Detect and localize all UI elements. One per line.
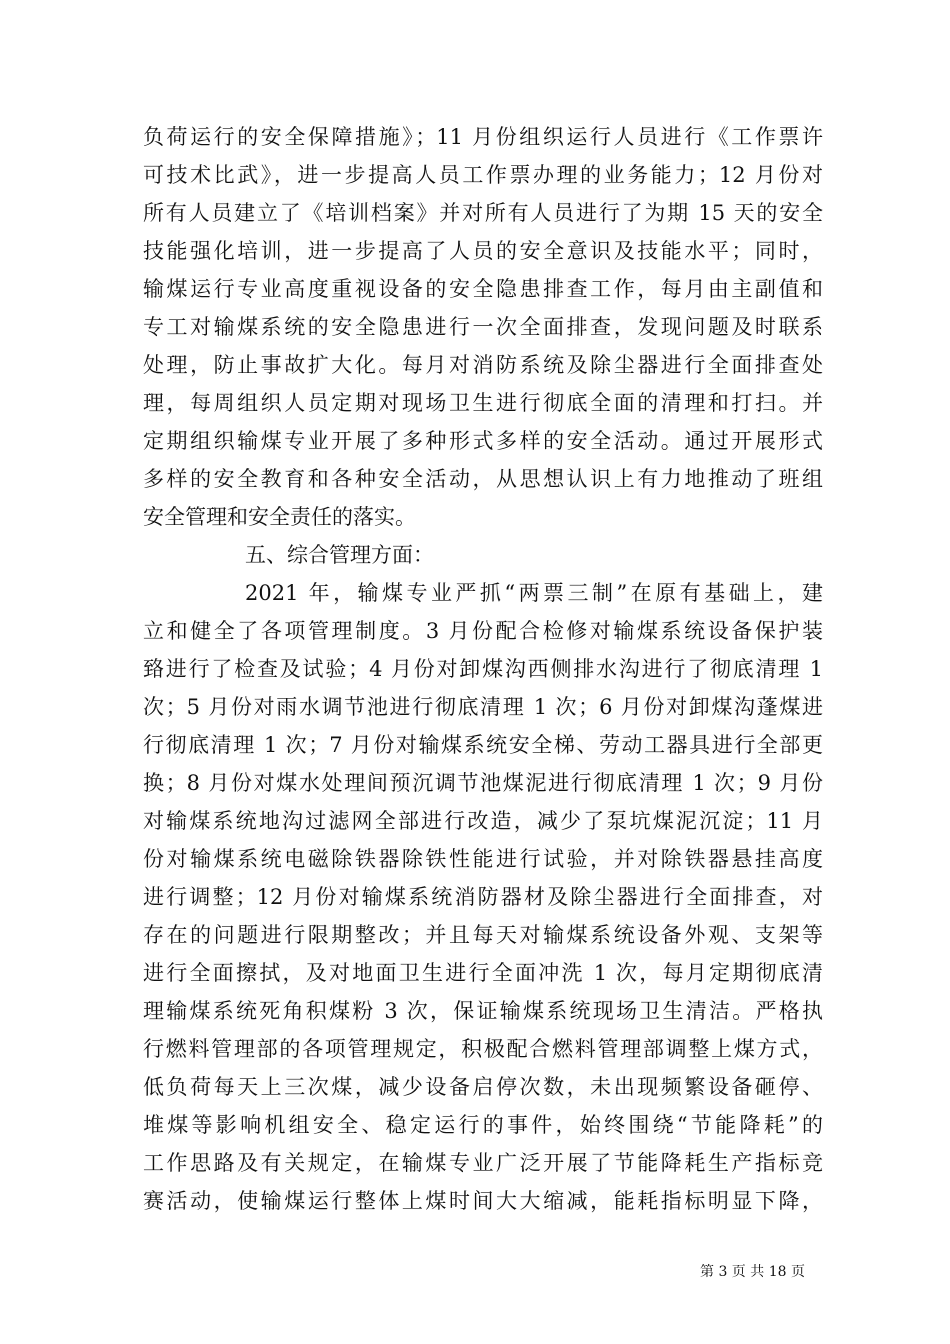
text-line: 进行调整；12 月份对输煤系统消防器材及除尘器进行全面排查，对 <box>143 885 823 909</box>
section-heading: 五、综合管理方面： <box>245 543 434 567</box>
text-line: 对输煤系统地沟过滤网全部进行改造，减少了泵坑煤泥沉淀；11 月 <box>143 809 823 833</box>
text-line: 处理，防止事故扩大化。每月对消防系统及除尘器进行全面排查处 <box>143 353 823 377</box>
text-line: 可技术比武》，进一步提高人员工作票办理的业务能力；12 月份对 <box>143 163 823 187</box>
text-line: 专工对输煤系统的安全隐患进行一次全面排查，发现问题及时联系 <box>143 315 823 339</box>
text-line: 技能强化培训，进一步提高了人员的安全意识及技能水平；同时， <box>143 239 823 263</box>
text-line: 换；8 月份对煤水处理间预沉调节池煤泥进行彻底清理 1 次；9 月份 <box>143 771 823 795</box>
text-line: 行燃料管理部的各项管理规定，积极配合燃料管理部调整上煤方式， <box>143 1037 823 1061</box>
text-line: 堆煤等影响机组安全、稳定运行的事件，始终围绕“节能降耗”的 <box>143 1113 823 1137</box>
text-line: 份对输煤系统电磁除铁器除铁性能进行试验，并对除铁器悬挂高度 <box>143 847 823 871</box>
text-line: 臵进行了检查及试验；4 月份对卸煤沟西侧排水沟进行了彻底清理 1 <box>143 657 823 681</box>
page-number-footer: 第 3 页 共 18 页 <box>700 1264 805 1280</box>
text-line: 立和健全了各项管理制度。3 月份配合检修对输煤系统设备保护装 <box>143 619 823 643</box>
text-line: 多样的安全教育和各种安全活动，从思想认识上有力地推动了班组 <box>143 467 823 491</box>
text-line: 工作思路及有关规定，在输煤专业广泛开展了节能降耗生产指标竞 <box>143 1151 823 1175</box>
text-line: 理，每周组织人员定期对现场卫生进行彻底全面的清理和打扫。并 <box>143 391 823 415</box>
text-line: 存在的问题进行限期整改；并且每天对输煤系统设备外观、支架等 <box>143 923 823 947</box>
text-line: 次；5 月份对雨水调节池进行彻底清理 1 次；6 月份对卸煤沟蓬煤进 <box>143 695 823 719</box>
text-line: 理输煤系统死角积煤粉 3 次，保证输煤系统现场卫生清洁。严格执 <box>143 999 823 1023</box>
text-line: 低负荷每天上三次煤，减少设备启停次数，未出现频繁设备砸停、 <box>143 1075 823 1099</box>
text-line: 负荷运行的安全保障措施》；11 月份组织运行人员进行《工作票许 <box>143 125 823 149</box>
paragraph-first-line: 2021 年，输煤专业严抓“两票三制”在原有基础上，建 <box>245 581 823 605</box>
text-line: 所有人员建立了《培训档案》并对所有人员进行了为期 15 天的安全 <box>143 201 823 225</box>
text-line: 赛活动，使输煤运行整体上煤时间大大缩减，能耗指标明显下降， <box>143 1189 823 1213</box>
text-line: 安全管理和安全责任的落实。 <box>143 505 416 529</box>
text-line: 行彻底清理 1 次；7 月份对输煤系统安全梯、劳动工器具进行全部更 <box>143 733 823 757</box>
text-line: 进行全面擦拭，及对地面卫生进行全面冲洗 1 次，每月定期彻底清 <box>143 961 823 985</box>
text-line: 定期组织输煤专业开展了多种形式多样的安全活动。通过开展形式 <box>143 429 823 453</box>
text-line: 输煤运行专业高度重视设备的安全隐患排查工作，每月由主副值和 <box>143 277 823 301</box>
